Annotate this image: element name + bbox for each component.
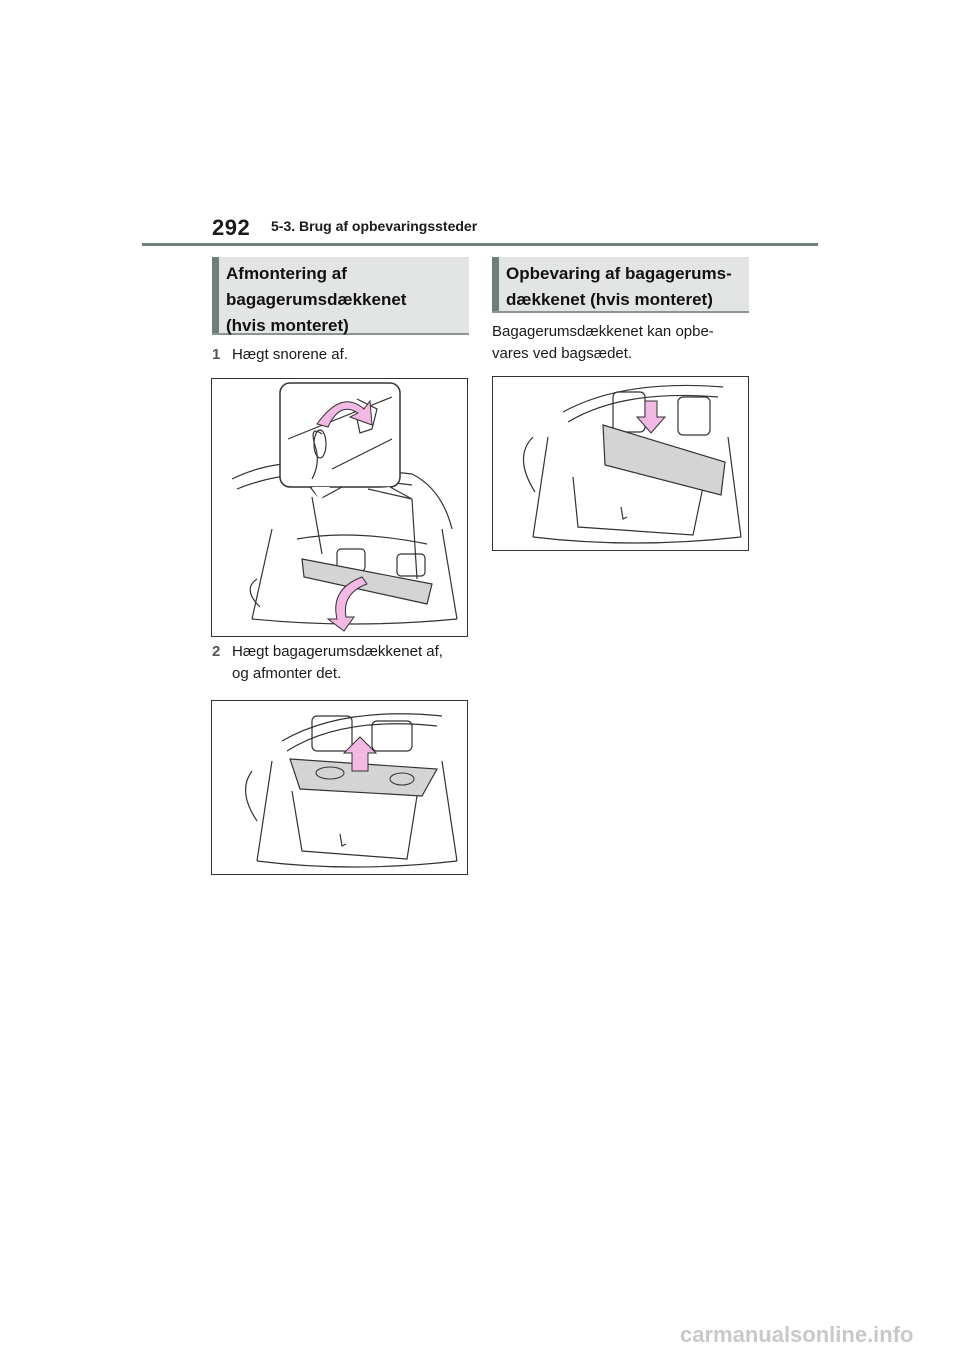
step-number: 2 — [212, 643, 221, 660]
heading-line: bagagerumsdækkenet — [226, 290, 407, 309]
section-title: 5-3. Brug af opbevaringssteder — [271, 218, 478, 234]
illustration-unhook-strings — [211, 378, 468, 637]
step-line: Hægt bagagerumsdækkenet af, — [232, 643, 443, 660]
step-line: Hægt snorene af. — [232, 346, 348, 363]
watermark: carmanualsonline.info — [680, 1322, 914, 1347]
step-2 — [212, 641, 472, 685]
step-text — [232, 344, 472, 366]
illustration-lift-cover — [211, 700, 468, 875]
heading-line: Afmontering af — [226, 264, 347, 283]
page-number: 292 — [212, 215, 251, 240]
body-paragraph — [492, 321, 752, 365]
header-divider — [142, 243, 818, 246]
body-line: vares ved bagsædet. — [492, 345, 633, 362]
heading-line: (hvis monteret) — [226, 316, 349, 335]
heading-remove-cover — [212, 257, 469, 335]
heading-line: dækkenet (hvis monteret) — [506, 290, 713, 309]
heading-store-cover — [492, 257, 749, 313]
step-1 — [212, 344, 472, 366]
heading-line: Opbevaring af bagagerums- — [506, 264, 732, 283]
step-text — [232, 641, 472, 685]
step-number: 1 — [212, 346, 221, 363]
step-line: og afmonter det. — [232, 665, 342, 682]
illustration-store-cover-behind-seat — [492, 376, 749, 551]
body-line: Bagagerumsdækkenet kan opbe- — [492, 323, 714, 340]
